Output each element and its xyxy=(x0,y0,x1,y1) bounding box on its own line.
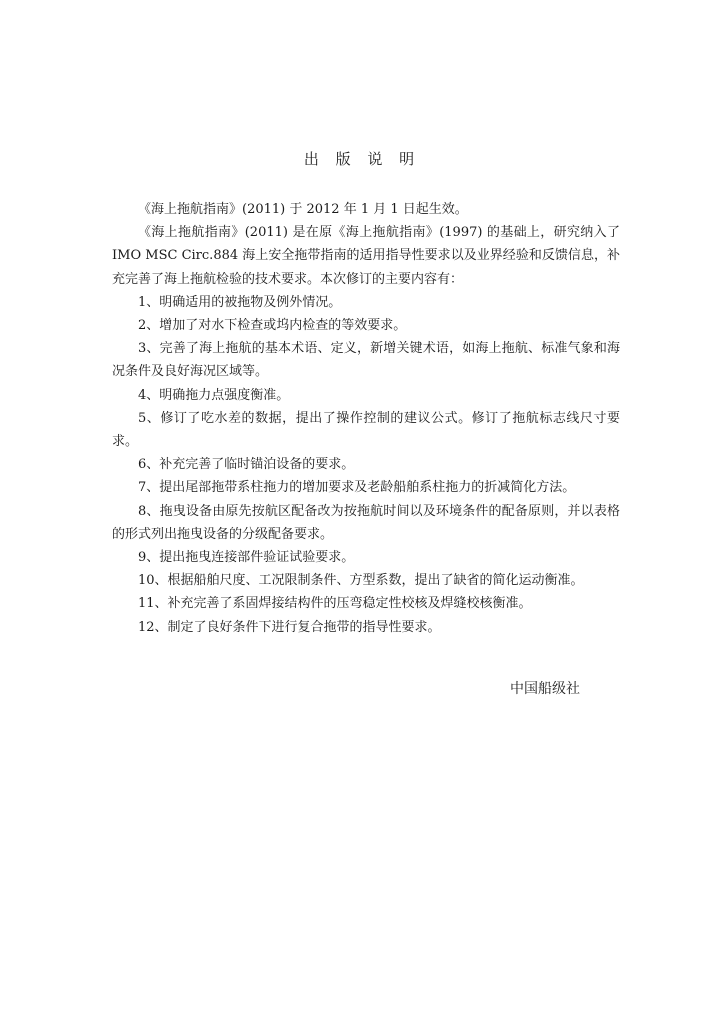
signature-organization: 中国船级社 xyxy=(510,681,580,697)
list-item: 10、根据船舶尺度、工况限制条件、方型系数，提出了缺省的简化运动衡准。 xyxy=(138,573,584,589)
page-title: 出 版 说 明 xyxy=(303,150,421,168)
list-item: 4、明确拖力点强度衡准。 xyxy=(138,387,290,403)
list-item: 1、明确适用的被拖物及例外情况。 xyxy=(138,294,342,310)
list-item: 2、增加了对水下检查或坞内检查的等效要求。 xyxy=(138,318,407,334)
list-item: 7、提出尾部拖带系柱拖力的增加要求及老龄船舶系柱拖力的折减简化方法。 xyxy=(138,480,576,496)
list-item: 6、补充完善了临时锚泊设备的要求。 xyxy=(138,457,355,473)
list-item: 11、补充完善了系固焊接结构件的压弯稳定性校核及焊缝校核衡准。 xyxy=(138,596,532,612)
paragraph-introduction: 《海上拖航指南》(2011) 是在原《海上拖航指南》(1997) 的基础上，研究纳入了 IMO MSC Circ.884 海上安全拖带指南的适用指导性要求以及业界经验和反馈信息，补充完善了海上拖航检验的技术要求。本次修订的主要内容有： xyxy=(112,225,620,287)
list-item: 5、修订了吃水差的数据，提出了操作控制的建议公式。修订了拖航标志线尺寸要求。 xyxy=(112,410,620,450)
list-item: 12、制定了良好条件下进行复合拖带的指导性要求。 xyxy=(138,619,441,635)
list-item: 8、拖曳设备由原先按航区配备改为按拖航时间以及环境条件的配备原则，并以表格的形式列出拖曳设备的分级配备要求。 xyxy=(112,503,620,542)
paragraph-effective-date: 《海上拖航指南》(2011) 于 2012 年 1 月 1 日起生效。 xyxy=(138,202,468,217)
list-item: 9、提出拖曳连接部件验证试验要求。 xyxy=(138,550,355,566)
list-item: 3、完善了海上拖航的基本术语、定义，新增关键术语，如海上拖航、标准气象和海况条件及良好海况区域等。 xyxy=(112,341,620,380)
document-body xyxy=(112,198,620,639)
